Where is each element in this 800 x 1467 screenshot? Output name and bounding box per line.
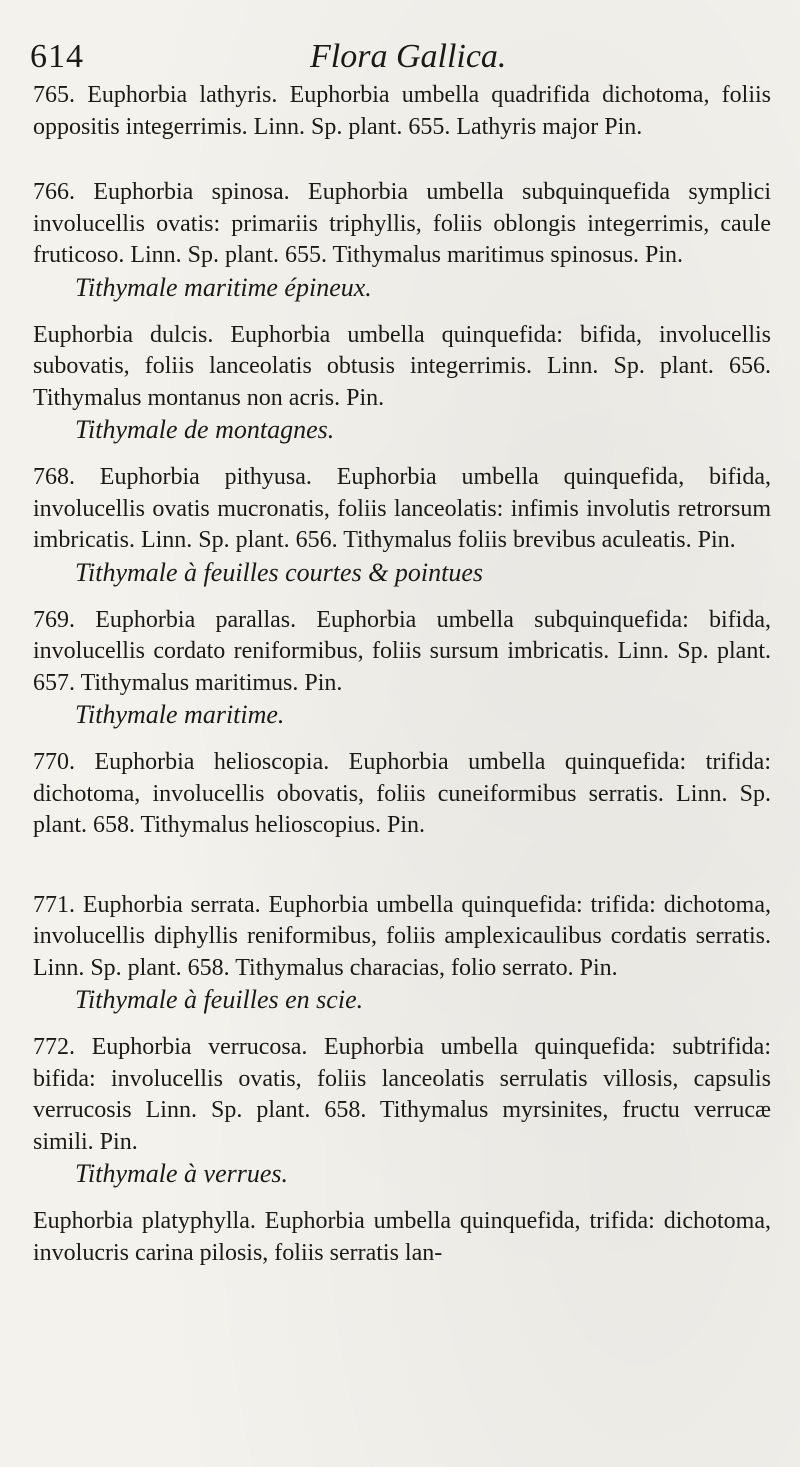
french-name: Tithymale à feuilles en scie. (75, 985, 364, 1014)
page-number: 614 (30, 38, 84, 75)
latin-description: 765. Euphorbia lathyris. Euphorbia umbella quadrifida dichotoma, foliis oppositis integerrimis. Linn. Sp. plant. 655. Lathyris major Pin. (33, 82, 771, 140)
latin-description: 769. Euphorbia parallas. Euphorbia umbella subquinquefida: bifida, involucellis cordato reniformibus, foliis sursum imbricatis. Linn. Sp. plant. 657. Tithymalus maritimus. Pin. (33, 606, 771, 696)
french-name: Tithymale à verrues. (75, 1159, 289, 1188)
french-name: Tithymale à feuilles courtes & pointues (75, 557, 484, 587)
species-entry-767 (33, 320, 771, 447)
species-entry-766 (33, 177, 771, 304)
latin-description: Euphorbia platyphylla. Euphorbia umbella quinquefida, trifida: dichotoma, involucris carina pilosis, foliis serratis lan- (33, 1208, 771, 1266)
latin-description: 766. Euphorbia spinosa. Euphorbia umbella subquinquefida symplici involucellis ovatis: primariis triphyllis, foliis oblongis integerrimis, caule fruticoso. Linn. Sp. plant. 655. Tithymalus maritimus spinosus. Pin. (33, 179, 771, 268)
latin-description: 771. Euphorbia serrata. Euphorbia umbella quinquefida: trifida: dichotoma, involucellis diphyllis reniformibus, foliis amplexicaulibus cordatis serratis. Linn. Sp. plant. 658. Tithymalus characias, folio serrato. Pin. (33, 891, 771, 981)
french-name: Tithymale maritime. (75, 700, 285, 729)
species-entry-765 (33, 80, 771, 143)
page-body (33, 80, 771, 1269)
latin-description: Euphorbia dulcis. Euphorbia umbella quinquefida: bifida, involucellis subovatis, foliis lanceolatis obtusis integerrimis. Linn. Sp. plant. 656. Tithymalus montanus non acris. Pin. (33, 321, 771, 411)
latin-description: 768. Euphorbia pithyusa. Euphorbia umbella quinquefida, bifida, involucellis ovatis mucronatis, foliis lanceolatis: infimis involutis retrorsum imbricatis. Linn. Sp. plant. 656. Tithymalus foliis brevibus aculeatis. Pin. (33, 464, 771, 553)
french-name: Tithymale de montagnes. (75, 415, 335, 444)
species-entry-771 (33, 890, 771, 1017)
species-entry-platyphylla (33, 1206, 771, 1269)
running-title: Flora Gallica. (310, 38, 507, 75)
french-name: Tithymale maritime épineux. (75, 272, 372, 302)
species-entry-768 (33, 462, 771, 589)
species-entry-770 (33, 747, 771, 842)
species-entry-772 (33, 1032, 771, 1190)
species-entry-769 (33, 605, 771, 732)
latin-description: 772. Euphorbia verrucosa. Euphorbia umbella quinquefida: subtrifida: bifida: involucellis ovatis, foliis lanceolatis serrulatis villosis, capsulis verrucosis Linn. Sp. plant. 658. Tithymalus myrsinites, fructu verrucæ simili. Pin. (33, 1034, 771, 1155)
latin-description: 770. Euphorbia helioscopia. Euphorbia umbella quinquefida: trifida: dichotoma, involucellis obovatis, foliis cuneiformibus serratis. Linn. Sp. plant. 658. Tithymalus helioscopius. Pin. (33, 749, 771, 838)
